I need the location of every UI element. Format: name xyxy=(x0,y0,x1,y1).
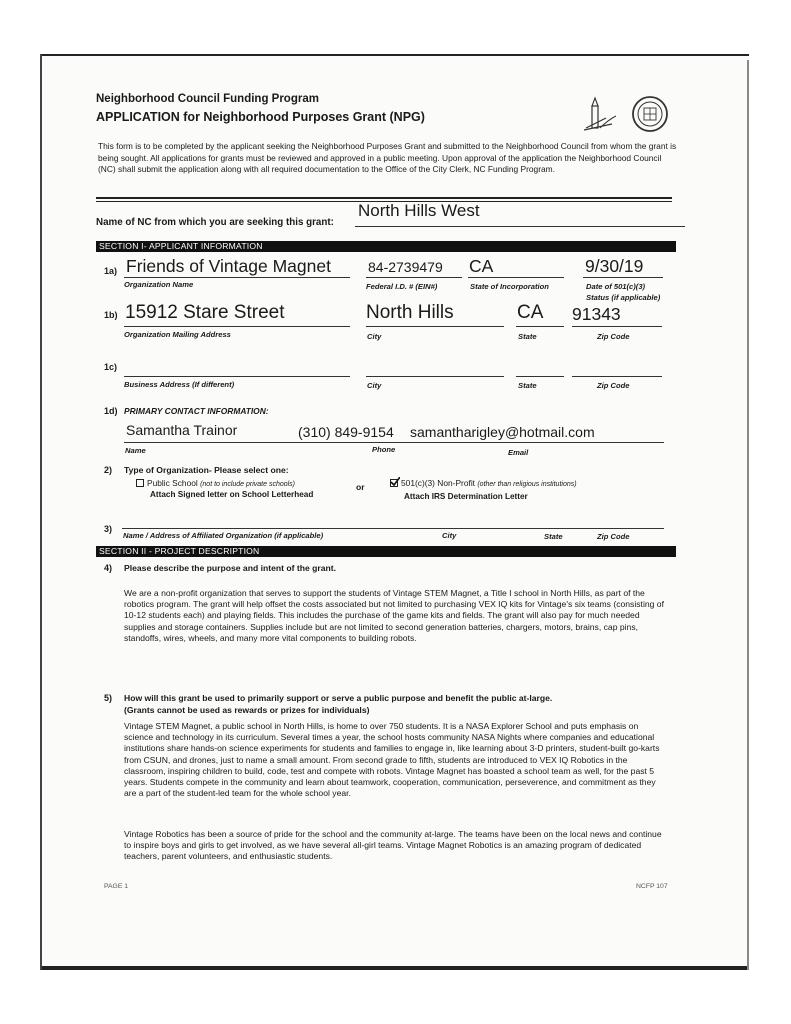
check-mark-icon xyxy=(390,477,400,487)
contact-email-field[interactable]: samantharigley@hotmail.com xyxy=(410,424,595,440)
page-edge-left xyxy=(40,54,42,970)
q4-number: 4) xyxy=(104,563,113,573)
underline xyxy=(516,326,564,327)
business-zip-label: Zip Code xyxy=(597,381,630,390)
form-id: NCFP 107 xyxy=(636,883,668,890)
city-hall-icon xyxy=(584,98,616,130)
nc-name-label: Name of NC from which you are seeking this grant: xyxy=(96,217,334,228)
contact-phone-label: Phone xyxy=(372,445,396,454)
business-city-label: City xyxy=(367,381,382,390)
business-city-field[interactable] xyxy=(366,376,504,377)
city-field[interactable]: North Hills xyxy=(366,302,454,323)
application-title: APPLICATION for Neighborhood Purposes Grant (NPG) xyxy=(96,110,425,124)
date-501-label: Date of 501(c)(3) xyxy=(586,282,646,291)
business-address-field[interactable] xyxy=(124,376,350,377)
q2-title: Type of Organization- Please select one: xyxy=(124,465,289,475)
q1b-number: 1b) xyxy=(104,310,118,320)
option-public-school[interactable]: Public School (not to include private schools) xyxy=(136,478,295,488)
date-501-field[interactable]: 9/30/19 xyxy=(585,256,644,276)
date-501-label-2: Status (if applicable) xyxy=(586,293,661,302)
affiliated-state-label: State xyxy=(544,532,563,541)
primary-contact-title: PRIMARY CONTACT INFORMATION: xyxy=(124,406,269,416)
affiliated-city-label: City xyxy=(442,531,457,540)
intro-paragraph: This form is to be completed by the applicant seeking the Neighborhood Purposes Grant and submitted to the Neighborhood Council from whom the grant is being sought. All applications for grants must be reviewed and approved in a public meeting. Upon approval of the application the Neighborhood Council (NC) shall submit the application along with all required documentation to the Office of the City Clerk, NC Funding Program. xyxy=(98,141,677,174)
ein-field[interactable]: 84-2739479 xyxy=(368,259,443,275)
page-number: PAGE 1 xyxy=(104,883,129,890)
contact-phone-field[interactable]: (310) 849-9154 xyxy=(298,424,394,440)
nc-name-field[interactable]: North Hills West xyxy=(358,201,480,220)
affiliated-org-field[interactable] xyxy=(122,528,664,529)
state-inc-label: State of Incorporation xyxy=(470,282,549,291)
q4-answer[interactable]: We are a non-profit organization that serves to support the students of Vintage STEM Magnet, a Title I school in North Hills, as part of the robotics program. The grant will help offset the costs associated but not limited to purchasing VEX IQ kits for Vintage's six teams (consisting of 10-12 students each) and playing fields. This includes the purchase of the game kits and fields. The grant will also pay for much needed supplies and storage containers. Supplies include but are not limited to second generation batteries, chargers, motors, brains, cap pins, standoffs, wires, wheels, and many more vital components to building robots. xyxy=(124,588,664,643)
q2-number: 2) xyxy=(104,465,113,475)
or-text: or xyxy=(356,482,365,492)
underline xyxy=(366,277,462,278)
option-nonprofit[interactable]: 501(c)(3) Non-Profit (other than religious institutions) xyxy=(390,478,577,488)
affiliated-zip-label: Zip Code xyxy=(597,532,630,541)
nonprofit-attachment: Attach IRS Determination Letter xyxy=(404,492,528,501)
q1a-number: 1a) xyxy=(104,266,118,276)
q1c-number: 1c) xyxy=(104,362,118,372)
org-name-label: Organization Name xyxy=(124,280,194,289)
business-state-field[interactable] xyxy=(516,376,564,377)
page-edge-right xyxy=(747,60,749,970)
public-school-checkbox[interactable] xyxy=(136,479,144,487)
underline xyxy=(124,326,350,327)
contact-name-label: Name xyxy=(125,446,146,455)
q3-number: 3) xyxy=(104,524,113,534)
address-field[interactable]: 15912 Stare Street xyxy=(125,302,285,323)
underline xyxy=(572,326,662,327)
section2-header: SECTION II - PROJECT DESCRIPTION xyxy=(96,546,676,557)
city-label: City xyxy=(367,332,382,341)
org-name-field[interactable]: Friends of Vintage Magnet xyxy=(126,256,331,276)
q5-number: 5) xyxy=(104,693,113,703)
underline xyxy=(366,326,504,327)
divider xyxy=(96,197,672,199)
city-seal-icon xyxy=(633,97,667,131)
zip-label: Zip Code xyxy=(597,332,630,341)
q5-question: How will this grant be used to primarily support or serve a public purpose and benefit the public at-large. xyxy=(124,693,553,703)
q5-question-note: (Grants cannot be used as rewards or prizes for individuals) xyxy=(124,705,370,715)
section1-header: SECTION I- APPLICANT INFORMATION xyxy=(96,241,676,252)
q5-answer-p1[interactable]: Vintage STEM Magnet, a public school in North Hills, is home to over 750 students. It is a NASA Explorer School and puts emphasis on science and technology in its curriculum. Several times a year, the school hosts community NASA Nights where companies and educational institutions share hands-on science experiments for students and families to engage in, like learning about 3-D printers, student-built go-karts from CSUN, and drones, just to name a small amount. From second grade to fifth, students are introduced to VEX IQ Robotics in the classroom, inspiring children to build, code, test and compete with robots. Vintage Magnet has boasted a school team as well, for the past 5 years. Students compete in the community and learn about teamwork, cooperation, communication, perseverence, and commitment as they are a part of the student-led team for the whole school year. xyxy=(124,721,660,799)
contact-name-field[interactable]: Samantha Trainor xyxy=(126,422,238,438)
state-field[interactable]: CA xyxy=(517,302,544,323)
underline xyxy=(583,277,663,278)
q1d-number: 1d) xyxy=(104,406,118,416)
business-zip-field[interactable] xyxy=(572,376,662,377)
address-label: Organization Mailing Address xyxy=(124,330,231,339)
ein-label: Federal I.D. # (EIN#) xyxy=(366,282,438,291)
business-address-label: Business Address (If different) xyxy=(124,380,235,389)
public-school-attachment: Attach Signed letter on School Letterhead xyxy=(150,490,314,499)
q4-question: Please describe the purpose and intent of the grant. xyxy=(124,563,337,573)
nc-name-underline xyxy=(355,226,685,227)
program-title: Neighborhood Council Funding Program xyxy=(96,93,319,105)
logos xyxy=(582,94,672,134)
nonprofit-checkbox[interactable] xyxy=(390,479,398,487)
zip-field[interactable]: 91343 xyxy=(572,304,621,324)
underline xyxy=(468,277,564,278)
business-state-label: State xyxy=(518,381,537,390)
q5-answer-p2[interactable]: Vintage Robotics has been a source of pride for the school and the community at-large. The teams have been on the local news and continue to inspire boys and girls to get involved, as we have several all-girl teams. Vintage Magnet Robotics is an amazing program of dedicated teachers, parent volunteers, and enthusiastic students. xyxy=(124,829,662,862)
underline xyxy=(124,442,664,443)
state-label: State xyxy=(518,332,537,341)
underline xyxy=(124,277,350,278)
affiliated-name-label: Name / Address of Affiliated Organization (if applicable) xyxy=(123,531,324,540)
contact-email-label: Email xyxy=(508,448,529,457)
state-inc-field[interactable]: CA xyxy=(469,256,494,276)
